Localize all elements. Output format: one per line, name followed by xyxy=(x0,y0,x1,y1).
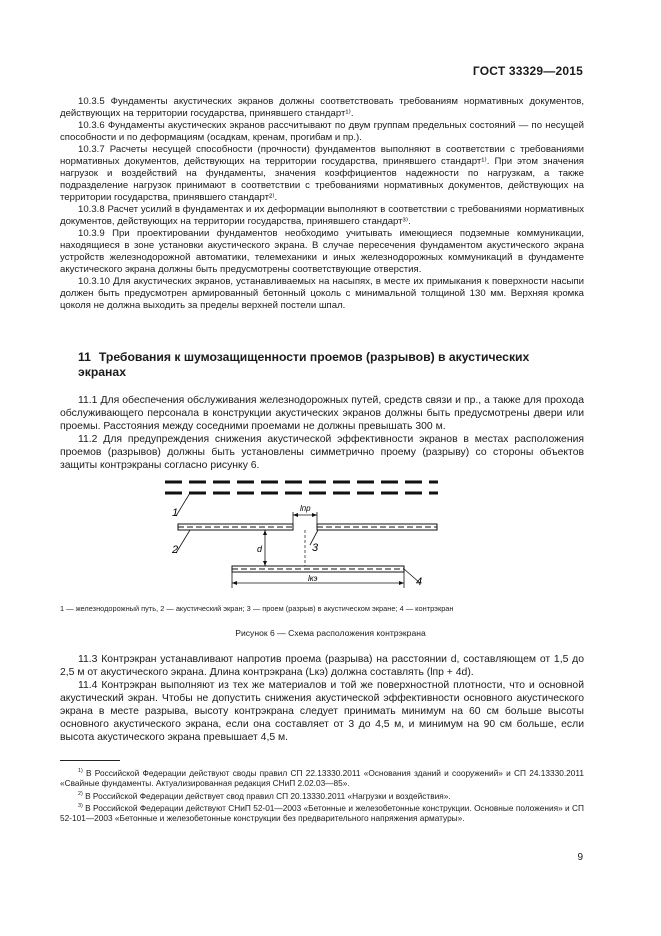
distance-d-dimension xyxy=(263,530,267,566)
figure-6-legend: 1 — железнодорожный путь, 2 — акустический экран; 3 — проем (разрыв) в акустическом экране; 4 — контрэкран xyxy=(60,604,454,613)
footnote-2-mark: 2) xyxy=(78,790,83,797)
paragraph-10-3-10: 10.3.10 Для акустических экранов, устанавливаемых на насыпях, в месте их примыкания к поверхности насыпи должен быть предусмотрен армированный бетонный цоколь с минимальной толщиной 130 мм. Верхняя кромка цоколя не должна выходить за пределы верхней постели шпал. xyxy=(60,276,584,311)
footnote-1-text: В Российской Федерации действуют своды правил СП 22.13330.2011 «Основания зданий и сооружений» и СП 24.13330.2011 «Свайные фундаменты. Актуализированная редакция СНиП 2.02.03—85». xyxy=(60,767,584,789)
label-d: d xyxy=(257,544,263,554)
label-2: 2 xyxy=(172,544,179,556)
clause-11-3-4-text xyxy=(60,653,584,744)
paragraph-10-3-8: 10.3.8 Расчет усилий в фундаментах и их деформации выполняют в соответствии с требованиями нормативных документов, действующих на территории государства, принявшего стандарт³⁾. xyxy=(60,204,584,227)
footnote-1-mark: 1) xyxy=(78,768,83,774)
page-number: 9 xyxy=(577,852,583,863)
footnote-2 xyxy=(60,789,584,801)
acoustic-screen xyxy=(178,524,437,530)
footnote-3-text: В Российской Федерации действуют СНиП 52-01—2003 «Бетонные и железобетонные конструкции. Основные положения» и СП 52-101—2003 «Бетонные и железобетонные конструкции без предварительного напряжения арматуры». xyxy=(60,802,584,823)
paragraph-11-3: 11.3 Контрэкран устанавливают напротив проема (разрыва) на расстоянии d, составляющем от 1,5 до 2,5 м от акустического экрана. Длина контрэкрана (Lкэ) должна составлять (lпр + 4d). xyxy=(60,654,584,678)
section-title: Требования к шумозащищенности проемов (разрывов) в акустических экранах xyxy=(78,350,530,379)
figure-6-title: Рисунок 6 — Схема расположения контрэкрана xyxy=(235,628,426,638)
footnote-1 xyxy=(60,766,584,789)
footnote-separator xyxy=(60,760,120,761)
paragraph-10-3-6: 10.3.6 Фундаменты акустических экранов рассчитывают по двум группам предельных состояний — по несущей способности и по деформациям (осадкам, кренам, прогибам и пр.). xyxy=(60,120,584,143)
document-code: ГОСТ 33329—2015 xyxy=(472,64,583,78)
label-opening-length: lпр xyxy=(300,504,311,513)
label-4: 4 xyxy=(416,576,423,588)
railway-track xyxy=(165,482,438,493)
label-1: 1 xyxy=(172,507,179,519)
counter-screen xyxy=(232,566,404,588)
opening-dimension xyxy=(293,512,317,568)
footnote-3-mark: 3) xyxy=(78,802,83,809)
footnote-2-text: В Российской Федерации действует свод правил СП 20.13330.2011 «Нагрузки и воздействия». xyxy=(85,790,451,801)
paragraph-10-3-7: 10.3.7 Расчеты несущей способности (прочности) фундаментов выполняют в соответствии с требованиями нормативных документов, действующих на территории государства, принявшего стандарт¹⁾. При этом значения нагрузок и воздействий на фундаменты, значения коэффициентов надежности по нагрузкам, а также подразделение нагрузок принимают в соответствии с требованиями нормативных документов, действующих на территории государства, принявшего стандарт²⁾. xyxy=(60,144,584,203)
label-counter-screen-length: lкэ xyxy=(308,574,318,583)
paragraph-10-3-5: 10.3.5 Фундаменты акустических экранов должны соответствовать требованиям нормативных документов, действующих на территории государства, принявшего стандарт¹⁾. xyxy=(60,96,584,119)
label-3: 3 xyxy=(312,542,319,554)
paragraph-11-2: 11.2 Для предупреждения снижения акустической эффективности экранов в местах расположения проемов (разрывов) должны быть установлены симметрично проему (разрыву) со стороны объектов защиты контрэкраны согласно рисунку 6. xyxy=(60,434,584,471)
paragraph-10-3-9: 10.3.9 При проектировании фундаментов необходимо учитывать имеющиеся подземные коммуникации, находящиеся в зоне установки акустического экрана. В случае пересечения фундаментом акустического экрана устройств железнодорожной автоматики, телемеханики и иных железнодорожных коммуникаций в фундаменте акустического экрана должны быть предусмотрены соответствующие отверстия. xyxy=(60,228,584,275)
section-number: 11 xyxy=(78,350,91,364)
paragraph-11-1: 11.1 Для обеспечения обслуживания железнодорожных путей, средств связи и пр., а также для прохода обслуживающего персонала в конструкции акустических экранов должны быть предусмотрены двери или проемы. Расстояния между соседними проемами не должны превышать 300 м. xyxy=(60,395,584,432)
footnotes xyxy=(60,766,584,823)
footnote-3 xyxy=(60,801,584,824)
paragraph-11-4: 11.4 Контрэкран выполняют из тех же материалов и той же поверхностной плотности, что и основной акустический экран. Чтобы не допустить снижения акустической эффективности основного акустического экрана в месте разрыва, высоту контрэкрана следует принимать минимум на 60 см больше высоты основного акустического экрана, если она составляет от 3 до 4,5 м, и минимум на 90 см больше, если высота акустического экрана превышает 4,5 м. xyxy=(60,680,584,743)
